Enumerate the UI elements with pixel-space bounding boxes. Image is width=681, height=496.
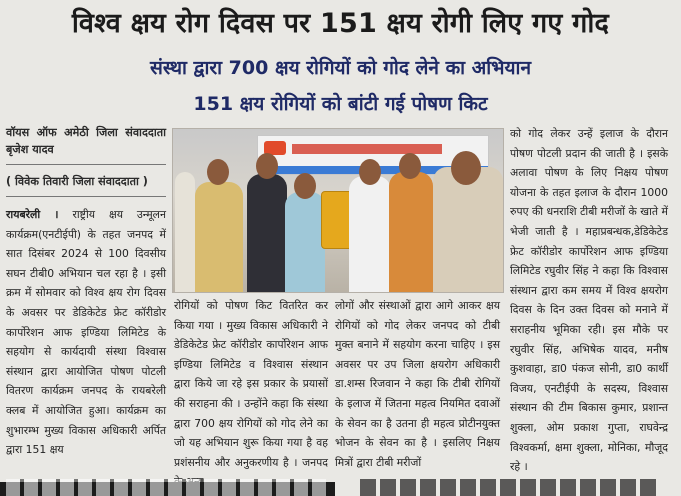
column-3 <box>335 296 500 472</box>
column-3-text: लोगों और संस्थाओं द्वारा आगे आकर क्षय रोगियों को गोद लेकर जनपद को टीबी मुक्त बनाने में सहयोग करना चाहिए । इस अवसर पर उप जिला क्षयरोग अधिकारी डा.शम्स रिजवान ने कहा कि टीबी रोगियों के इलाज में जितना महत्व नियमित दवाओं के सेवन का है उतना ही महत्व प्रोटीनयुक्त भोजन के सेवन का है । इसलिए निक्षय मित्रों द्वारा टीबी मरीजों <box>335 299 500 469</box>
byline-divider <box>6 164 166 165</box>
dateline: रायबरेली । <box>6 208 59 221</box>
subheadline-1: संस्था द्वारा 700 क्षय रोगियों को गोद लेने का अभियान <box>150 57 531 79</box>
byline-1: वॉयस ऑफ अमेठी जिला संवाददाता बृजेश यादव <box>6 126 166 156</box>
person-figure <box>433 167 503 292</box>
next-article-strip <box>0 482 681 496</box>
subheadline-2: 151 क्षय रोगियों को बांटी गई पोषण किट <box>193 93 488 115</box>
person-head <box>207 159 229 185</box>
next-headline-left <box>6 479 326 496</box>
person-figure <box>175 172 195 292</box>
banner-heading <box>292 144 442 154</box>
column-1 <box>6 124 166 460</box>
byline-divider <box>6 196 166 197</box>
column-2-text: रोगियों को पोषण किट वितरित कर किया गया । मुख्य विकास अधिकारी ने डेडिकेटेड फ्रेट कॉरीडोर कार्पोरेशन आफ इण्डिया लिमिटेड व विश्वास संस्थान द्वारा किये जा रहे इस प्रकार के प्रयासों की सराहना की । उन्होंने कहा कि संस्था द्वारा 700 क्षय रोगियों को गोद लेने का जो यह अभियान शुरू किया गया है वह प्रशंसनीय और अनुकरणीय है । जनपद <box>174 299 328 469</box>
headline: विश्व क्षय रोग दिवस पर 151 क्षय रोगी लिए गए गोद <box>71 8 610 39</box>
news-photo <box>172 128 504 293</box>
person-figure <box>349 176 391 292</box>
person-figure <box>285 192 325 292</box>
person-figure <box>247 174 287 292</box>
column-4 <box>510 124 668 477</box>
person-head <box>294 173 316 199</box>
person-head <box>399 153 421 179</box>
person-head <box>451 151 481 185</box>
column-1-body: राष्ट्रीय क्षय उन्मूलन कार्यक्रम(एनटीईपी) के तहत जनपद में सात दिसंबर 2024 से 100 दिवसीय सघन टीबी0 अभियान चल रहा है । इसी क्रम में सोमवार को विश्व क्षय रोग दिवस के अवसर पर डेडिकेटेड फ्रेट कॉरीडोर कार्पोरेशन आफ इण्डिया लिमिटेड के सहयोग से कार्यदायी संस्था विश्वास संस्थान द्वारा आयोजित पोषण पोटली वितरण कार्यक्रम जनपद के रायबरेली क्लब में आयोजित हुआ। कार्यक्रम का शुभारम्भ मुख्य विकास अधिकारी अर्पित द्वारा 151 क्षय <box>6 208 166 457</box>
column-2 <box>174 296 328 492</box>
column-1-text <box>6 205 166 460</box>
person-figure <box>195 182 243 292</box>
person-head <box>256 153 278 179</box>
byline-2: ( विवेक तिवारी जिला संवाददाता ) <box>6 175 148 188</box>
next-headline-right <box>360 479 660 496</box>
column-4-text: को गोद लेकर उन्हें इलाज के दौरान पोषण पोटली प्रदान की जाती है । इसके अलावा पोषण के लिए निक्षय पोषण योजना के तहत इलाज के दौरान 1000 रुपए की धनराशि टीबी मरीजों के खाते में भेजी जाती है । महाप्रबन्धक,डेडिकेटेड फ्रेट कॉरीडोर कार्पोरेशन आफ इण्डिया लिमिटेड रघुवीर सिंह ने कहा कि विश्वास संस्थान द्वारा कम समय में विश्व क्षयरोग दिवस के दिन उक्त दिवस को मनाने में सराहनीय भूमिका रही। इस मौके पर रघुवीर सिंह, अभिषेक यादव, मनीष कुशवाहा, डा0 पंकज सोनी, डा0 कार्थी विजय, एनटीईपी के सदस्य, विश्वास संस्थान की टीम बिकास कुमार, प्रशान्त शुक्ला, ओम प्रकाश गुप्ता, राघवेन्द्र विश्वकर्मा, क्षमा शुक्ला, मोनिका, मौजूद रहे । <box>510 127 668 474</box>
person-head <box>359 159 381 185</box>
person-figure <box>389 172 433 292</box>
